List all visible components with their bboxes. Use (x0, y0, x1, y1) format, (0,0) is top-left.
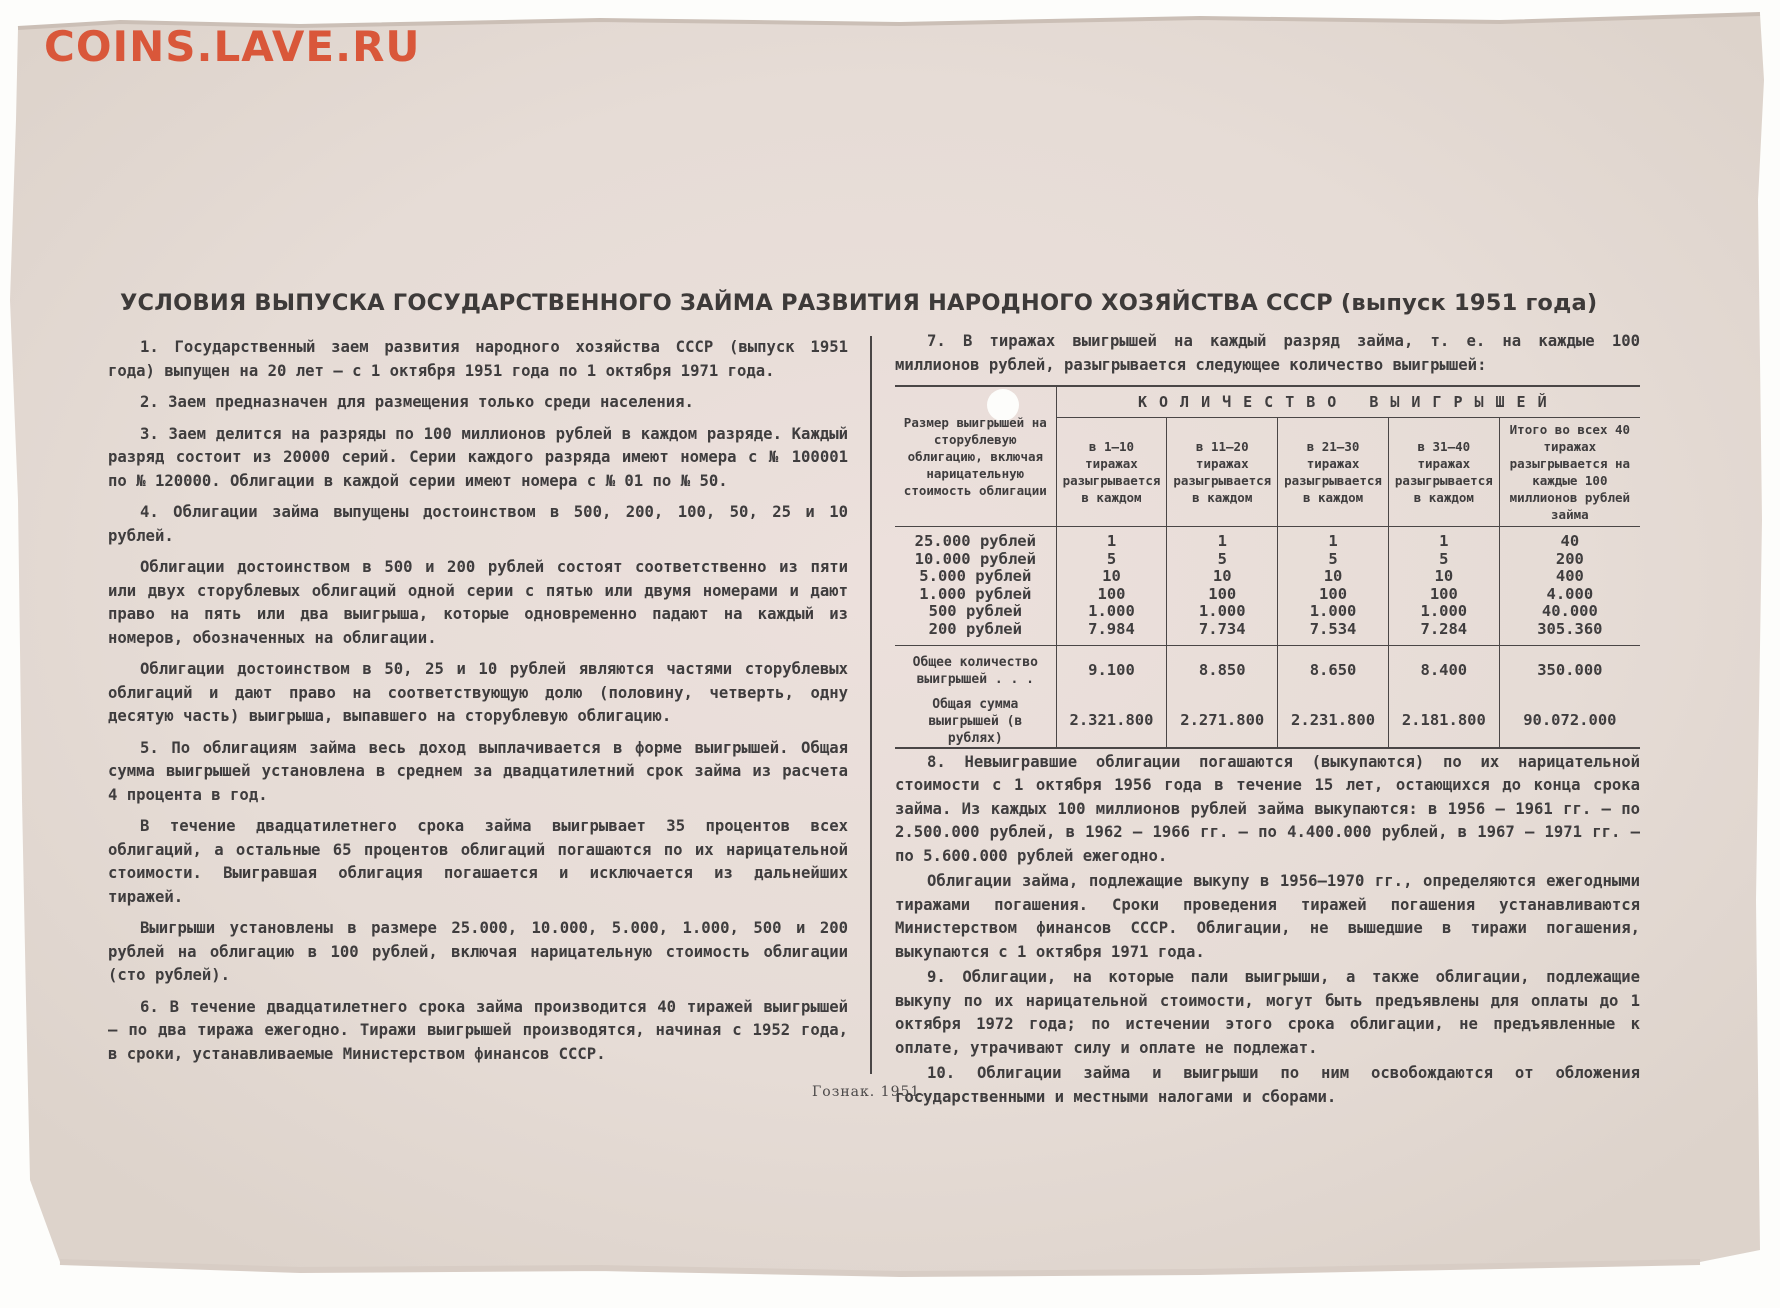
table-cell: 400 (1555, 567, 1584, 586)
header-total: Итого во всех 40 тиражах разыгрывается на каждые 100 миллионов рублей займа (1499, 418, 1640, 527)
table-cell: 5 (1388, 551, 1499, 569)
right-column (895, 330, 1640, 1111)
prizes-table (895, 385, 1640, 749)
table-row (895, 551, 1640, 569)
table-cell: 1 (1056, 527, 1167, 551)
table-cell: 1.000 (1167, 603, 1278, 621)
row-label: Общая сумма выигрышей (в рублях) (895, 696, 1056, 748)
table-row (895, 696, 1640, 748)
row-label: 500 рублей (895, 603, 1056, 621)
table-cell: 100 (1056, 586, 1167, 604)
table-cell: 1 (1167, 527, 1278, 551)
document-title: УСЛОВИЯ ВЫПУСКА ГОСУДАРСТВЕННОГО ЗАЙМА РАЗВИТИЯ НАРОДНОГО ХОЗЯЙСТВА СССР (выпуск 1951 года) (120, 290, 1598, 316)
row-label: 10.000 рублей (895, 551, 1056, 569)
row-label: 5.000 рублей (895, 568, 1056, 586)
column-divider (870, 336, 872, 1074)
row-label: 200 рублей (895, 621, 1056, 645)
header-draws-1-10: в 1—10 тиражах разыгрывается в каждом (1056, 418, 1167, 527)
table-cell: 350.000 (1537, 660, 1603, 679)
table-cell: 5 (1167, 551, 1278, 569)
table-row (895, 621, 1640, 645)
printer-imprint: Гознак. 1951. (812, 1084, 926, 1100)
table-cell: 1.000 (1388, 603, 1499, 621)
paragraph: 6. В течение двадцатилетнего срока займа производится 40 тиражей выигрышей — по два тиража ежегодно. Тиражи выигрышей производятся, начиная с 1952 года, в сроки, устанавливаемые Министерством финансов СССР. (108, 997, 848, 1063)
table-cell: 1.000 (1056, 603, 1167, 621)
paragraph: 8. Невыигравшие облигации погашаются (выкупаются) по их нарицательной стоимости с 1 октября 1956 года в течение 15 лет, остающихся до конца срока займа. Из каждых 100 миллионов рублей займа выкупаются: в 1956 — 1961 гг. — по 2.500.000 рублей, в 1962 — 1966 гг. — по 4.400.000 рублей, в 1967 — 1971 гг. — по 5.600.000 рублей ежегодно. (895, 752, 1640, 865)
watermark: COINS.LAVE.RU (44, 22, 421, 71)
table-cell: 1.000 (1278, 603, 1389, 621)
row-label: 1.000 рублей (895, 586, 1056, 604)
table-cell: 10 (1278, 568, 1389, 586)
table-cell: 1 (1278, 527, 1389, 551)
table-cell: 9.100 (1056, 645, 1167, 696)
table-cell: 200 (1555, 549, 1584, 568)
header-prize-size: Размер выигрышей на сторублевую облигацию, включая нарицательную стоимость облигации (895, 386, 1056, 527)
header-draws-21-30: в 21—30 тиражах разыгрывается в каждом (1278, 418, 1389, 527)
paragraph: В течение двадцатилетнего срока займа выигрывает 35 процентов всех облигаций, а остальные 65 процентов облигаций погашаются по их нарицательной стоимости. Выигравшая облигация погашается и исключается из дальнейших тиражей. (108, 817, 848, 906)
table-row (895, 568, 1640, 586)
table-cell: 7.534 (1278, 621, 1389, 645)
paragraph: 3. Заем делится на разряды по 100 миллионов рублей в каждом разряде. Каждый разряд состоит из 20000 серий. Серии каждого разряда имеют номера с № 100001 по № 120000. Облигации в каждой серии имеют номера с № 01 по № 50. (108, 424, 848, 490)
table-cell: 7.984 (1056, 621, 1167, 645)
paragraph: 9. Облигации, на которые пали выигрыши, а также облигации, подлежащие выкупу по их нарицательной стоимости, могут быть предъявлены для оплаты до 1 октября 1972 года; по истечении этого срока облигации, не предъявленные к оплате, утрачивают силу и оплате не подлежат. (895, 968, 1640, 1057)
table-row (895, 645, 1640, 696)
table-row (895, 586, 1640, 604)
table-cell: 8.650 (1278, 645, 1389, 696)
table-cell: 8.850 (1167, 645, 1278, 696)
paragraph: 5. По облигациям займа весь доход выплачивается в форме выигрышей. Общая сумма выигрышей установлена в среднем за двадцатилетний срок займа из расчета 4 процента в год. (108, 738, 848, 804)
table-cell: 2.271.800 (1167, 696, 1278, 748)
table-row (895, 603, 1640, 621)
table-cell: 10 (1167, 568, 1278, 586)
table-cell: 40 (1560, 532, 1580, 550)
table-cell: 10 (1056, 568, 1167, 586)
left-column (108, 336, 848, 1074)
paragraph-7-intro: 7. В тиражах выигрышей на каждый разряд займа, т. е. на каждые 100 миллионов рублей, разыгрывается следующее количество выигрышей: (895, 332, 1640, 374)
table-cell: 2.231.800 (1278, 696, 1389, 748)
table-cell: 10 (1388, 568, 1499, 586)
paragraph: 10. Облигации займа и выигрыши по ним освобождаются от обложения государственными и местными налогами и сборами. (895, 1064, 1640, 1106)
paragraph: 2. Заем предназначен для размещения только среди населения. (140, 393, 694, 411)
row-label: 25.000 рублей (895, 527, 1056, 551)
header-draws-11-20: в 11—20 тиражах разыгрывается в каждом (1167, 418, 1278, 527)
table-cell: 5 (1056, 551, 1167, 569)
paragraph: Облигации достоинством в 50, 25 и 10 рублей являются частями сторублевых облигаций и дают право на соответствующую долю (половину, четверть, одну десятую часть) выигрыша, выпавшего на сторублевую облигацию. (108, 660, 848, 725)
table-cell: 100 (1388, 586, 1499, 604)
paragraph: 1. Государственный заем развития народного хозяйства СССР (выпуск 1951 года) выпущен на 20 лет — с 1 октября 1951 года по 1 октября 1971 года. (108, 338, 848, 380)
paragraph: 4. Облигации займа выпущены достоинством в 500, 200, 100, 50, 25 и 10 рублей. (108, 503, 848, 545)
table-cell: 2.181.800 (1388, 696, 1499, 748)
table-cell: 1 (1388, 527, 1499, 551)
table-cell: 4.000 (1546, 584, 1594, 603)
paragraph: Облигации займа, подлежащие выкупу в 1956—1970 гг., определяются ежегодными тиражами погашения. Сроки проведения тиражей погашения устанавливаются Министерством финансов СССР. Облигации, не вышедшие в тиражи погашения, выкупаются с 1 октября 1971 года. (895, 872, 1640, 961)
table-cell: 100 (1167, 586, 1278, 604)
table-cell: 8.400 (1388, 645, 1499, 696)
row-label: Общее количество выигрышей . . . (895, 645, 1056, 696)
table-cell: 5 (1278, 551, 1389, 569)
table-cell: 90.072.000 (1523, 711, 1617, 730)
table-cell: 100 (1278, 586, 1389, 604)
table-cell: 7.284 (1388, 621, 1499, 645)
header-draws-31-40: в 31—40 тиражах разыгрывается в каждом (1388, 418, 1499, 527)
table-cell: 2.321.800 (1056, 696, 1167, 748)
table-cell: 305.360 (1499, 621, 1640, 645)
paragraph: Облигации достоинством в 500 и 200 рублей состоят соответственно из пяти или двух сторублевых облигаций одной серии с пятью или двумя номерами и дают право на пять или два выигрыша, которые одновременно падают на каждый из номеров, обозначенных на облигации. (108, 558, 848, 647)
paragraph: Выигрыши установлены в размере 25.000, 10.000, 5.000, 1.000, 500 и 200 рублей на облигацию в 100 рублей, включая нарицательную стоимость облигации (сто рублей). (108, 919, 848, 984)
table-cell: 7.734 (1167, 621, 1278, 645)
header-prize-count: КОЛИЧЕСТВО ВЫИГРЫШЕЙ (1056, 386, 1640, 418)
table-cell: 40.000 (1541, 602, 1598, 621)
table-row (895, 527, 1640, 551)
prizes-table-body (895, 527, 1640, 748)
